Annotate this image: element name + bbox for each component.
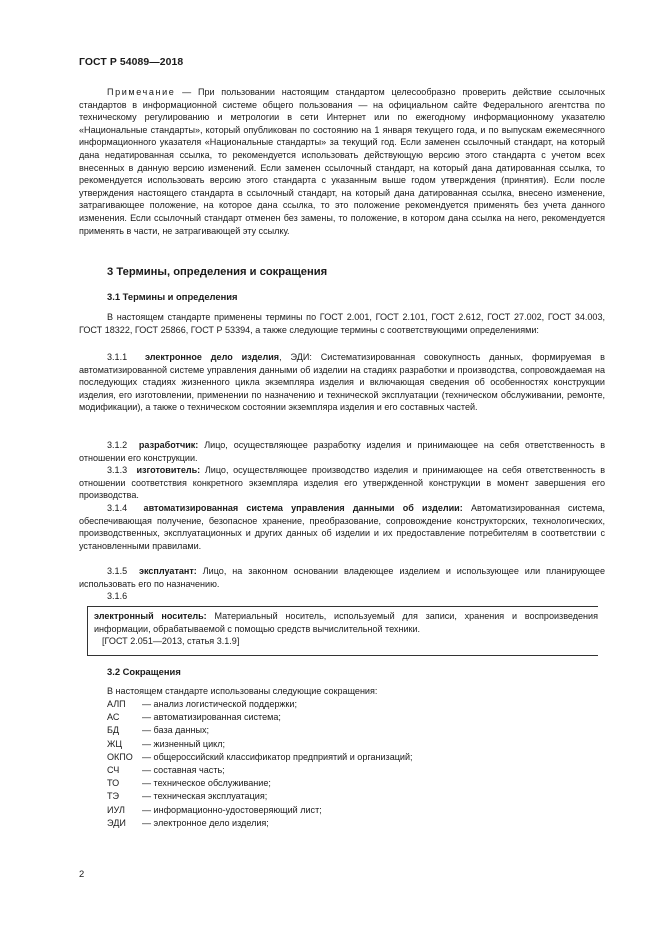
abbreviation: ЖЦ: [107, 738, 123, 749]
document-header: ГОСТ Р 54089—2018: [79, 57, 184, 68]
abbreviation-list: [107, 698, 413, 830]
subsection-terms-title: 3.1 Термины и определения: [107, 291, 238, 302]
abbreviation-meaning: — техническая эксплуатация;: [142, 791, 268, 802]
abbreviation: ТЭ: [107, 791, 120, 802]
term-source-reference: [ГОСТ 2.051—2013, статья 3.1.9]: [102, 636, 240, 647]
term-item: [79, 565, 605, 590]
term-name: разработчик:: [138, 440, 199, 450]
abbreviation-meaning: — жизненный цикл;: [142, 738, 225, 749]
term-number: 3.1.5: [107, 566, 128, 576]
abbreviation: АЛП: [107, 699, 126, 709]
term-definition: Лицо, осуществляющее разработку изделия и принимающее на себя ответственность в отношении его конструкции.: [79, 440, 605, 463]
term-name: эксплуатант:: [138, 566, 197, 576]
term-definition: Лицо, на законном основании владеющее изделием и использующее или планирующее использовать его по назначению.: [79, 566, 605, 589]
term-number: 3.1.3: [107, 465, 128, 475]
abbreviation: БД: [107, 725, 120, 736]
abbreviation-meaning: — анализ логистической поддержки;: [142, 699, 297, 709]
term-definition: Лицо, осуществляющее производство изделия и принимающее на себя ответственность в отношении соответствия конкретного экземпляра изделия его утвержденной конструкции в момент завершения его производства.: [79, 465, 606, 501]
terms-intro: [79, 311, 605, 336]
abbreviation: ТО: [107, 778, 120, 789]
note-text: — При пользовании настоящим стандартом целесообразно проверить действие ссылочных стандартов в информационной системе общего пользования — на официальном сайте Федерального агентства по техническому регулированию и метрологии в сети Интернет или по ежегодному информационному указателю «Национальные стандарты», который опубликован по состоянию на 1 января текущего года, и по выпускам ежемесячного информационного указателя «Национальные стандарты» за текущий год. Если заменен ссылочный стандарт, на который дана недатированная ссылка, то рекомендуется использовать действующую версию этого стандарта с учетом всех внесенных в данную версию изменений. Если заменен ссылочный стандарт, на который дана датированная ссылка, то рекомендуется использовать версию этого стандарта с указанным выше годом утверждения (принятия). Если после утверждения настоящего стандарта в ссылочный стандарт, на который дана датированная ссылка, внесено изменение, затрагивающее положение, на которое дана ссылка, то это положение рекомендуется применять без учета данного изменения. Если ссылочный стандарт отменен без замены, то положение, в котором дана ссылка на него, рекомендуется применять в части, не затрагивающей эту ссылку.: [79, 87, 605, 236]
term-number: 3.1.2: [107, 440, 128, 450]
term-number: 3.1.4: [107, 503, 128, 513]
abbreviation: АС: [107, 712, 120, 723]
list-item: [107, 738, 413, 751]
abbreviations-intro-text: В настоящем стандарте использованы следующие сокращения:: [107, 686, 378, 696]
abbreviation: ИУЛ: [107, 804, 125, 815]
list-item: [107, 751, 413, 764]
list-item: [107, 764, 413, 777]
page-number: 2: [79, 868, 85, 879]
term-number: 3.1.6: [107, 591, 128, 601]
term-definition: , ЭДИ: Систематизированная совокупность данных, формируемая в автоматизированной системе управления данными об изделии на стадиях разработки и производства, сопровождаемая на последующих стадиях жизненного цикла экземпляра изделия и включающая сведения об особенностях конструкции изделия, его изготовлении, применении по назначению и технической эксплуатации (техническом обслуживании, ремонте, модификации), а также о техническом состоянии экземпляра изделия и его составных частей.: [79, 352, 605, 413]
list-item: [107, 698, 413, 711]
abbreviation: СЧ: [107, 765, 120, 776]
term-item: [79, 464, 605, 502]
term-item: [79, 502, 605, 552]
term-item: [79, 351, 605, 414]
term-number: 3.1.1: [107, 352, 128, 362]
term-name: изготовитель:: [136, 465, 201, 475]
list-item: [107, 724, 413, 737]
term-name: электронное дело изделия: [144, 352, 280, 362]
abbreviations-intro: [79, 685, 605, 698]
term-name: электронный носитель:: [94, 611, 207, 621]
reference-note: [79, 86, 605, 237]
subsection-abbreviations-title: 3.2 Сокращения: [107, 666, 181, 677]
term-name: автоматизированная система управления данными об изделии:: [143, 503, 463, 513]
section-title: 3 Термины, определения и сокращения: [107, 266, 328, 278]
abbreviation: ЭДИ: [107, 817, 126, 828]
term-item: [79, 439, 605, 464]
abbreviation-meaning: — информационно-удостоверяющий лист;: [142, 804, 322, 815]
list-item: [107, 711, 413, 724]
list-item: [107, 790, 413, 803]
term-definition: Автоматизированная система, обеспечивающая получение, безопасное хранение, преобразование, сопровождение конструкторских, технологических, производственных, эксплуатационных и других данных об изделии и их предоставление потребителям в соответствии с установленными правилами.: [79, 503, 605, 551]
abbreviation: ОКПО: [107, 751, 133, 762]
abbreviation-meaning: — техническое обслуживание;: [142, 778, 271, 789]
term-definition: Материальный носитель, используемый для записи, хранения и воспроизведения информации, обрабатываемой с помощью средств вычислительной техники.: [94, 611, 598, 634]
note-label: Примечание: [107, 87, 176, 97]
term-item: [79, 590, 605, 603]
abbreviation-meaning: — общероссийский классификатор предприятий и организаций;: [142, 751, 413, 762]
abbreviation-meaning: — база данных;: [142, 725, 209, 736]
borrowed-term-box: [87, 606, 598, 656]
terms-intro-text: В настоящем стандарте применены термины по ГОСТ 2.001, ГОСТ 2.101, ГОСТ 2.612, ГОСТ 27.002, ГОСТ 34.003, ГОСТ 18322, ГОСТ 25866, ГОСТ Р 53394, а также следующие термины с соответствующими определениями:: [79, 312, 605, 335]
abbreviation-meaning: — электронное дело изделия;: [142, 817, 269, 828]
list-item: [107, 804, 413, 817]
abbreviation-meaning: — автоматизированная система;: [142, 712, 281, 723]
abbreviation-meaning: — составная часть;: [142, 765, 225, 776]
list-item: [107, 777, 413, 790]
list-item: [107, 817, 413, 830]
